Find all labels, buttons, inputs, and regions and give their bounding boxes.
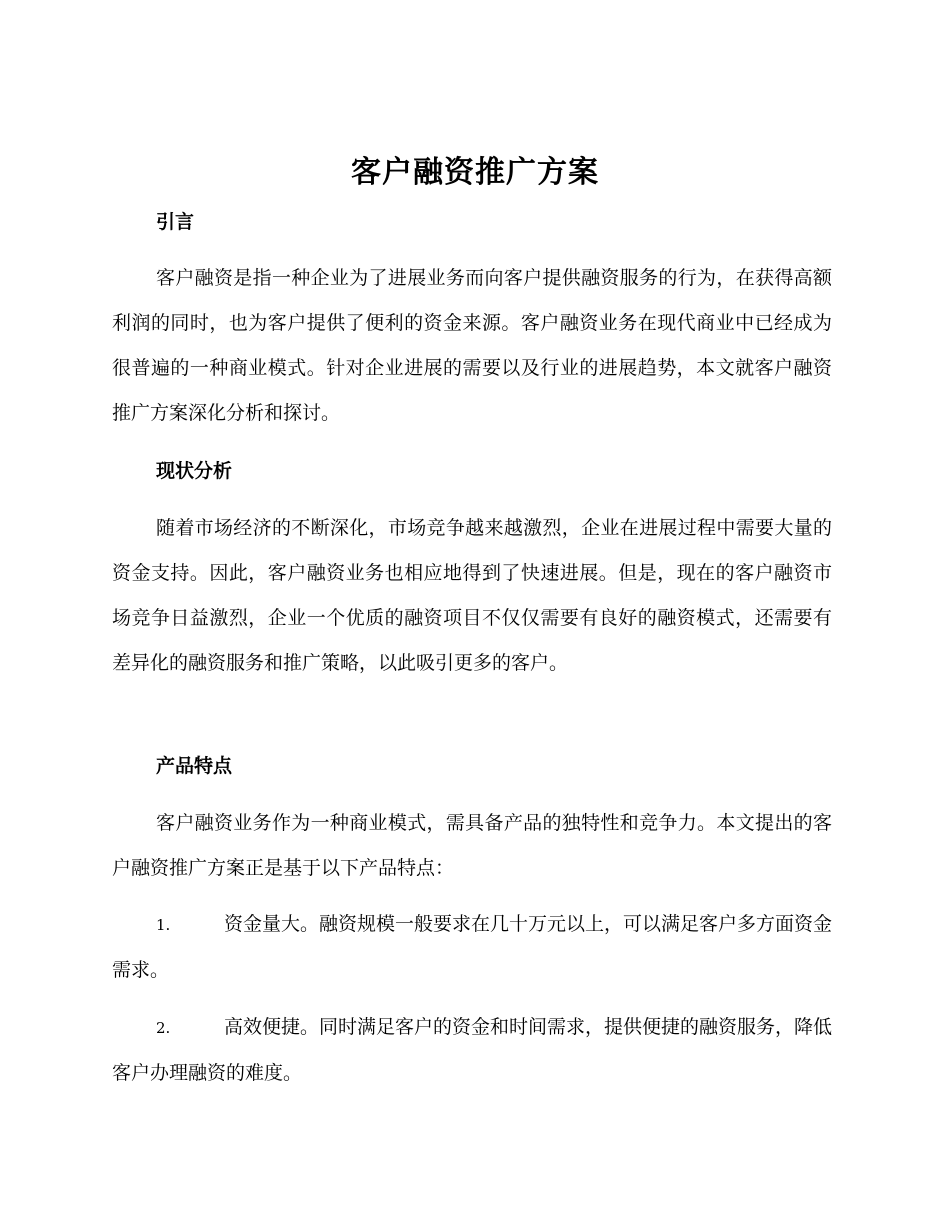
section-heading-features: 产品特点 bbox=[156, 755, 233, 777]
section-paragraph-status: 随着市场经济的不断深化，市场竞争越来越激烈，企业在进展过程中需要大量的资金支持。因此，客户融资业务也相应地得到了快速进展。但是，现在的客户融资市场竞争日益激烈，企业一个优质的融资项目不仅仅需要有良好的融资模式，还需要有差异化的融资服务和推广策略，以此吸引更多的客户。 bbox=[112, 517, 832, 674]
list-item-2 bbox=[112, 1005, 832, 1096]
section-paragraph-intro: 客户融资是指一种企业为了进展业务而向客户提供融资服务的行为，在获得高额利润的同时，也为客户提供了便利的资金来源。客户融资业务在现代商业中已经成为很普遍的一种商业模式。针对企业进展的需要以及行业的进展趋势，本文就客户融资推广方案深化分析和探讨。 bbox=[112, 267, 832, 424]
list-number-2: 2. bbox=[156, 1019, 171, 1037]
list-item-1 bbox=[112, 902, 832, 993]
document-title: 客户融资推广方案 bbox=[351, 155, 599, 190]
section-paragraph-features: 客户融资业务作为一种商业模式，需具备产品的独特性和竞争力。本文提出的客户融资推广方案正是基于以下产品特点： bbox=[112, 812, 832, 879]
section-heading-intro: 引言 bbox=[156, 211, 195, 233]
section-heading-status: 现状分析 bbox=[156, 460, 233, 482]
list-text-1: 资金量大。融资规模一般要求在几十万元以上，可以满足客户多方面资金需求。 bbox=[112, 913, 833, 981]
list-number-1: 1. bbox=[156, 916, 171, 934]
list-text-2: 高效便捷。同时满足客户的资金和时间需求，提供便捷的融资服务，降低客户办理融资的难度。 bbox=[112, 1016, 833, 1084]
